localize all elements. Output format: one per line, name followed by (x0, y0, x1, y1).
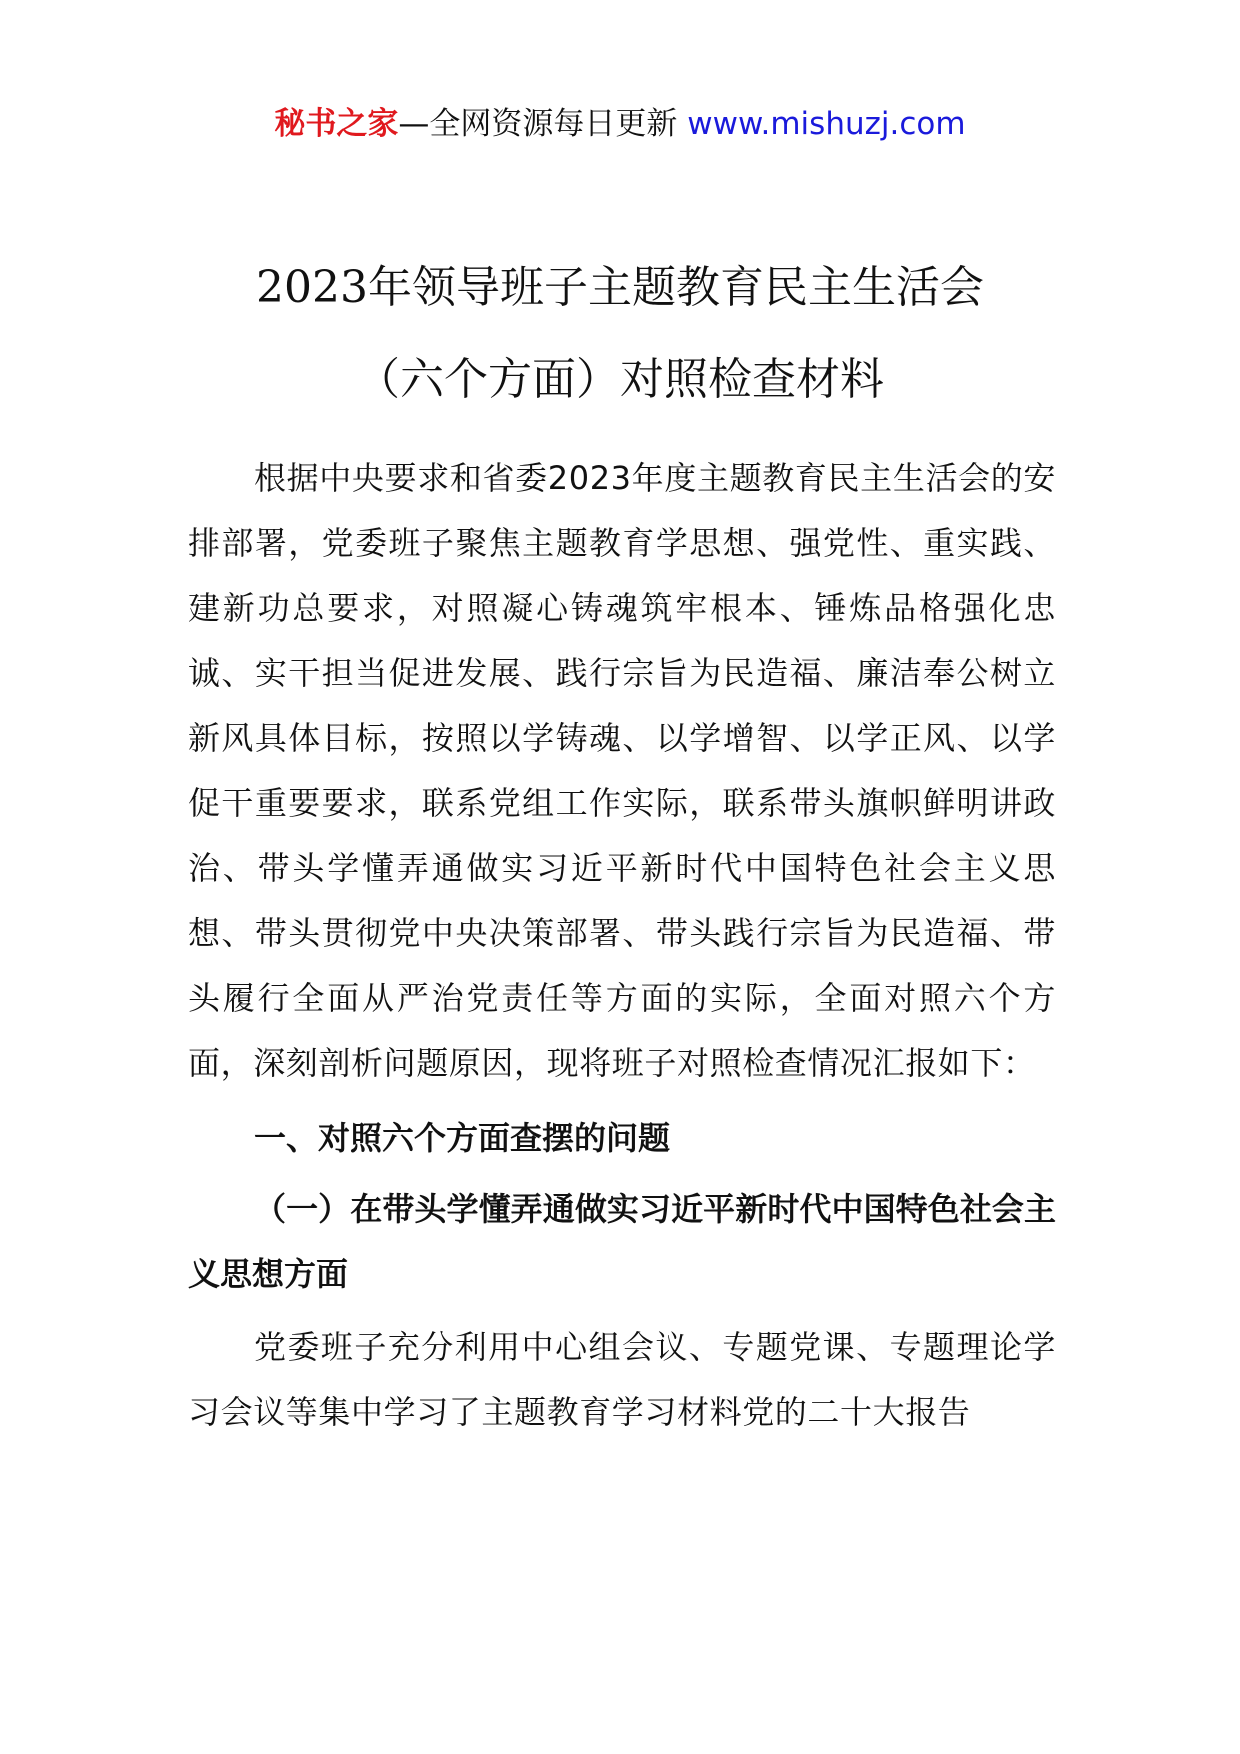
document-title-line-2: （六个方面）对照检查材料 (356, 354, 884, 405)
header-tagline: —全网资源每日更新 (398, 106, 678, 142)
subsection-heading-1: （一）在带头学懂弄通做实习近平新时代中国特色社会主义思想方面 (188, 1190, 1056, 1293)
title-year: 2023 (256, 262, 368, 313)
site-url-link[interactable]: www.mishuzj.com (687, 106, 966, 142)
intro-paragraph: 根据中央要求和省委2023年度主题教育民主生活会的安排部署，党委班子聚焦主题教育学思想、强党性、重实践、建新功总要求，对照凝心铸魂筑牢根本、锤炼品格强化忠诚、实干担当促进发展、践行宗旨为民造福、廉洁奉公树立新风具体目标，按照以学铸魂、以学增智、以学正风、以学促干重要要求，联系党组工作实际，联系带头旗帜鲜明讲政治、带头学懂弄通做实习近平新时代中国特色社会主义思想、带头贯彻党中央决策部署、带头践行宗旨为民造福、带头履行全面从严治党责任等方面的实际，全面对照六个方面，深刻剖析问题原因，现将班子对照检查情况汇报如下： (188, 459, 1056, 1082)
section-heading-1: 一、对照六个方面查摆的问题 (254, 1119, 671, 1157)
document-title-line-1 (0, 258, 1240, 318)
brand-name: 秘书之家 (274, 106, 399, 142)
subsection-paragraph-1: 党委班子充分利用中心组会议、专题党课、专题理论学习会议等集中学习了主题教育学习材料党的二十大报告 (188, 1328, 1056, 1431)
document-body (188, 446, 1056, 1445)
site-header (0, 100, 1240, 148)
title-line-1-text: 年领导班子主题教育民主生活会 (367, 262, 984, 313)
